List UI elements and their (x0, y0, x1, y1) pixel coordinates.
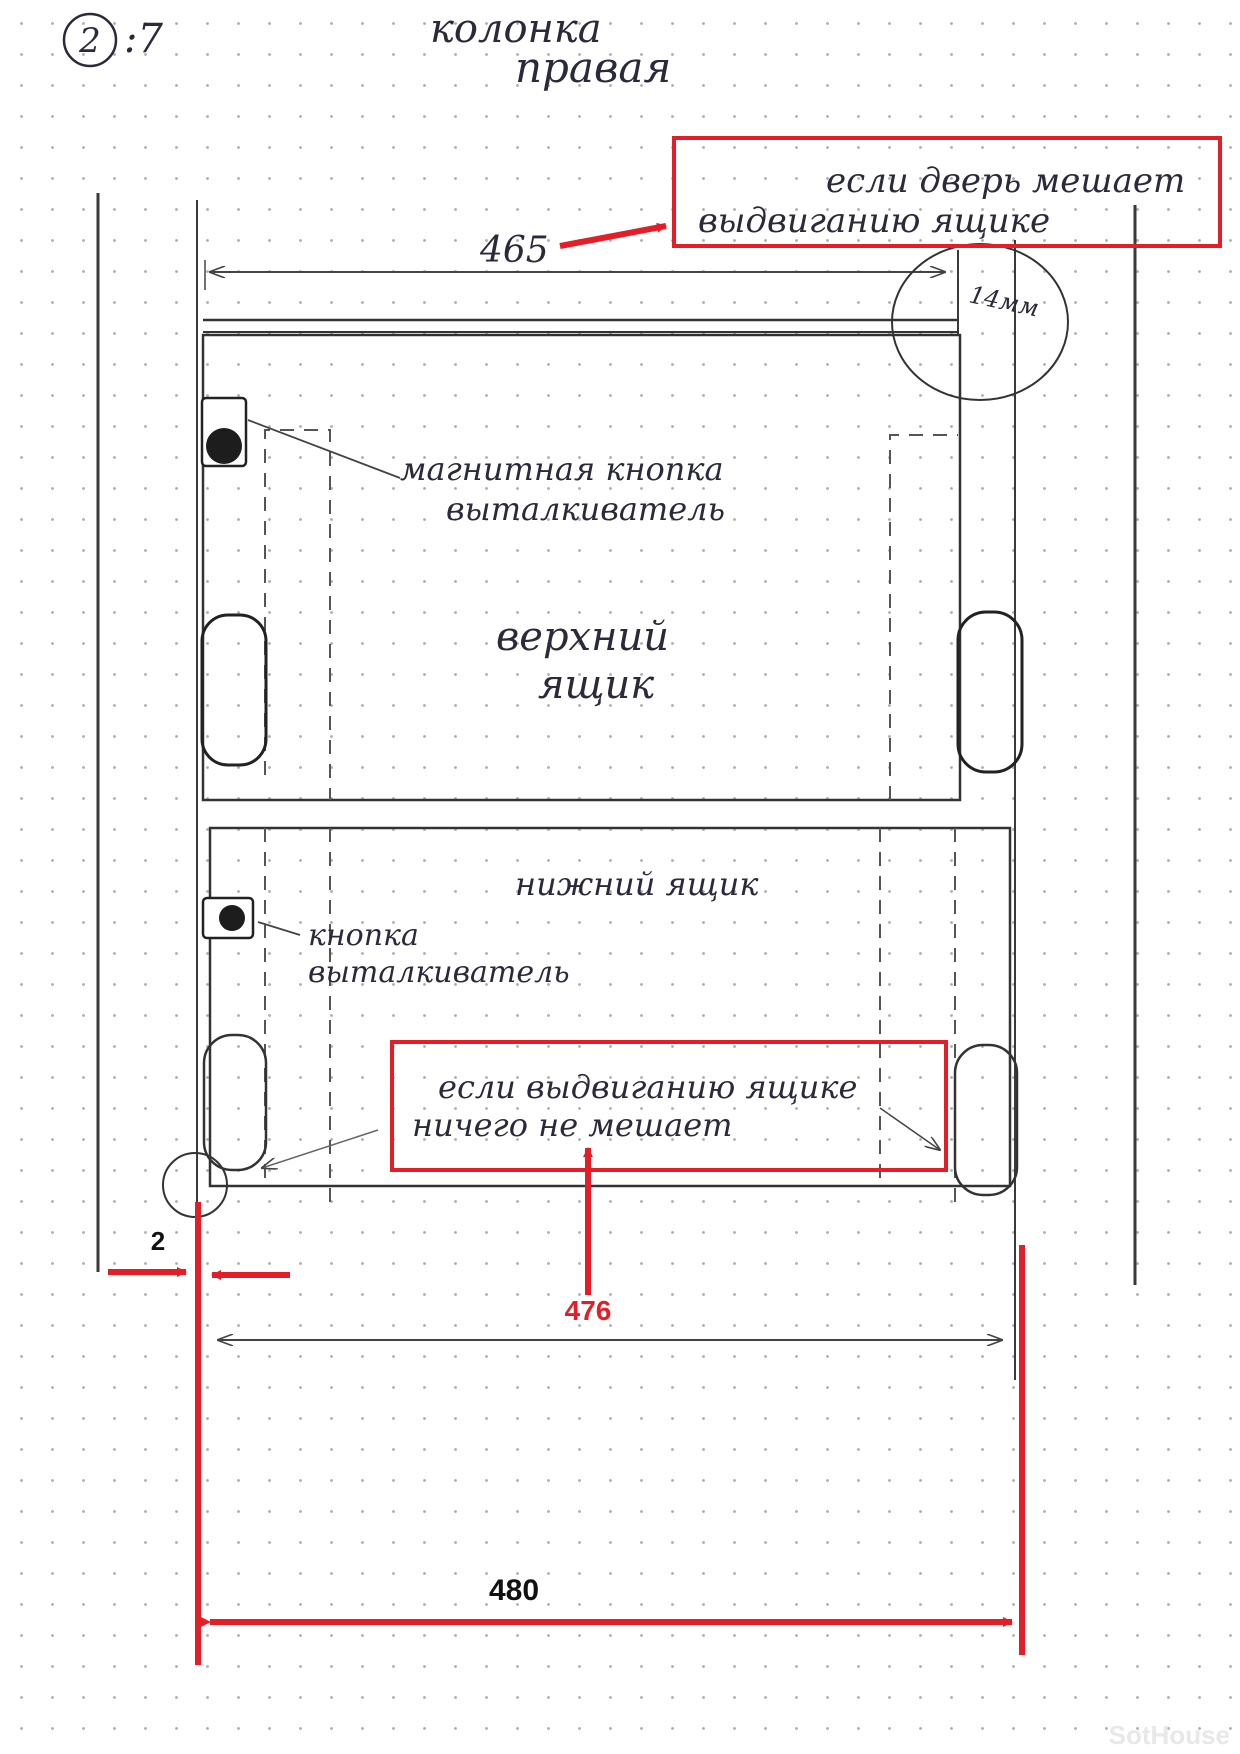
bottom-note-left-pointer (262, 1130, 378, 1168)
bottom-note-line-2: ничего не мешает (412, 1106, 733, 1144)
magnetic-button-icon (206, 428, 242, 464)
dimension-480-label: 480 (488, 1574, 540, 1607)
dimension-480 (198, 1202, 1022, 1665)
sheet-count: :7 (124, 16, 163, 62)
bottom-note-right-pointer (880, 1108, 940, 1150)
dimension-2-label: 2 (150, 1226, 166, 1256)
lower-drawer-label: нижний ящик (515, 865, 759, 903)
magnetic-button-label-line-2: выталкиватель (446, 490, 725, 528)
magnetic-button-leader (248, 420, 400, 478)
upper-drawer-left-runner (265, 430, 330, 800)
sheet-header (64, 6, 671, 92)
lower-drawer-left-bumper (204, 1035, 266, 1170)
bottom-note (392, 1042, 946, 1295)
dimension-476 (218, 1295, 1002, 1340)
magnetic-button-label-line-1: магнитная кнопка (400, 450, 724, 488)
push-button-icon (219, 905, 245, 931)
gap-label: 14мм (966, 280, 1042, 323)
cabinet-outline (98, 193, 1135, 1380)
dimension-465-label: 465 (480, 230, 549, 271)
title-line-1: колонка (430, 6, 602, 52)
watermark: SotHouse (1108, 1720, 1230, 1750)
dimension-476-label: 476 (564, 1295, 612, 1326)
gap-detail-circle (892, 244, 1068, 400)
dimension-465-pointer-arrow (560, 226, 666, 246)
upper-drawer-label-line-1: верхний (496, 614, 669, 660)
push-button-label-line-1: кнопка (308, 918, 419, 953)
top-note-line-1: если дверь мешает (826, 161, 1186, 201)
sheet-number: 2 (79, 21, 101, 61)
title-line-2: правая (515, 43, 672, 92)
bottom-note-line-1: если выдвиганию ящике (438, 1068, 858, 1106)
top-note-line-2: выдвиганию ящике (698, 201, 1051, 241)
push-button-label-line-2: выталкиватель (308, 955, 570, 990)
lower-drawer-right-bumper (955, 1045, 1017, 1195)
upper-drawer-right-bumper (958, 612, 1022, 772)
upper-drawer-front (203, 335, 960, 800)
upper-drawer-right-runner (890, 435, 958, 800)
top-note (674, 138, 1220, 246)
upper-drawer-label-line-2: ящик (538, 662, 655, 708)
upper-drawer-left-bumper (202, 615, 266, 765)
gap-detail (892, 244, 1068, 400)
upper-drawer (202, 320, 1022, 800)
